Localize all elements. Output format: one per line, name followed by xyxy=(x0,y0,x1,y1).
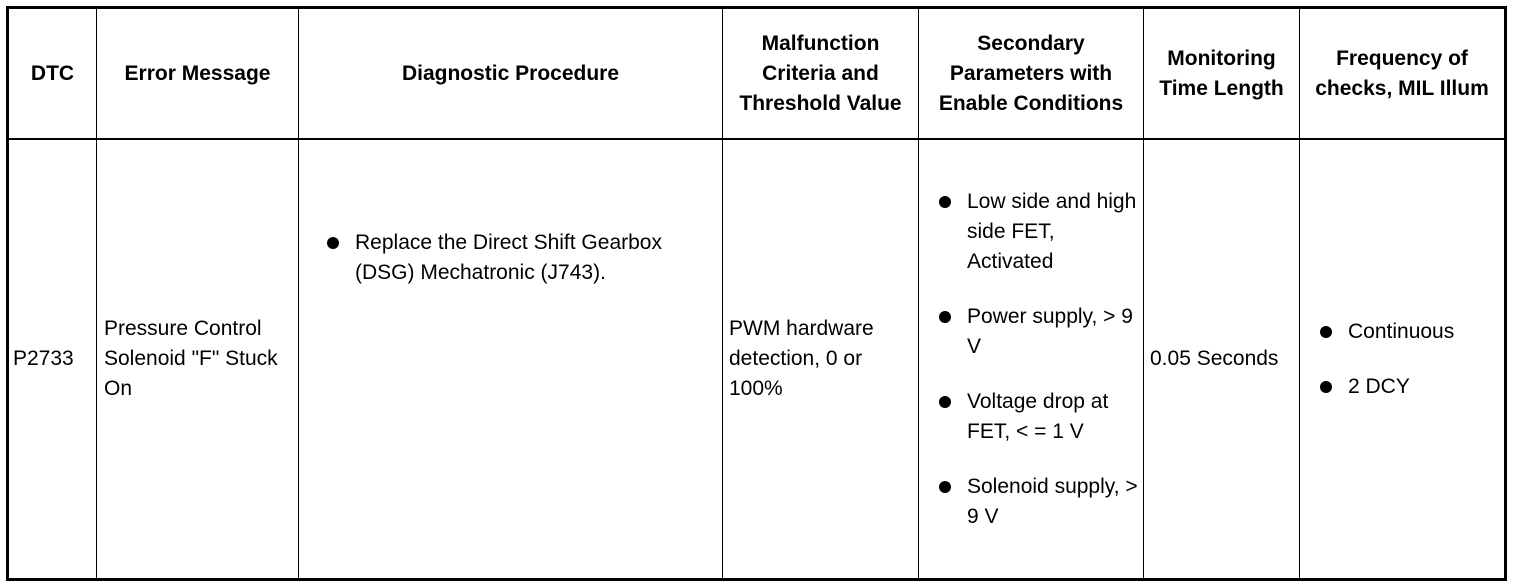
cell-error-message: Pressure Control Solenoid "F" Stuck On xyxy=(104,317,278,400)
list-item: Replace the Direct Shift Gearbox (DSG) Mechatronic (J743). xyxy=(321,228,714,288)
header-dtc: DTC xyxy=(30,61,75,85)
list-item: 2 DCY xyxy=(1314,372,1454,402)
list-item: Low side and high side FET, Activated xyxy=(933,187,1141,277)
header-frequency: Frequency of checks, MIL Illum xyxy=(1315,46,1489,100)
cell-secondary-parameters xyxy=(919,140,1143,578)
header-diagnostic-procedure: Diagnostic Procedure xyxy=(401,61,620,85)
header-malfunction-criteria: Malfunction Criteria and Threshold Value xyxy=(739,31,902,115)
cell-malfunction-criteria: PWM hardware detection, 0 or 100% xyxy=(729,317,874,400)
cell-frequency xyxy=(1300,140,1504,578)
header-error-message: Error Message xyxy=(124,61,271,85)
cell-diagnostic-procedure xyxy=(299,140,722,578)
list-item: Solenoid supply, > 9 V xyxy=(933,472,1141,532)
diagnostic-procedure-list xyxy=(321,228,714,288)
header-secondary-parameters: Secondary Parameters with Enable Conditions xyxy=(938,31,1124,115)
cell-monitoring-time: 0.05 Seconds xyxy=(1150,347,1279,370)
header-monitoring-time: Monitoring Time Length xyxy=(1159,46,1284,100)
list-item: Power supply, > 9 V xyxy=(933,302,1141,362)
secondary-parameters-list xyxy=(933,187,1141,532)
cell-dtc-code: P2733 xyxy=(13,347,74,370)
frequency-list xyxy=(1314,317,1454,402)
list-item: Continuous xyxy=(1314,317,1454,347)
dtc-table xyxy=(6,6,1507,581)
list-item: Voltage drop at FET, < = 1 V xyxy=(933,387,1141,447)
